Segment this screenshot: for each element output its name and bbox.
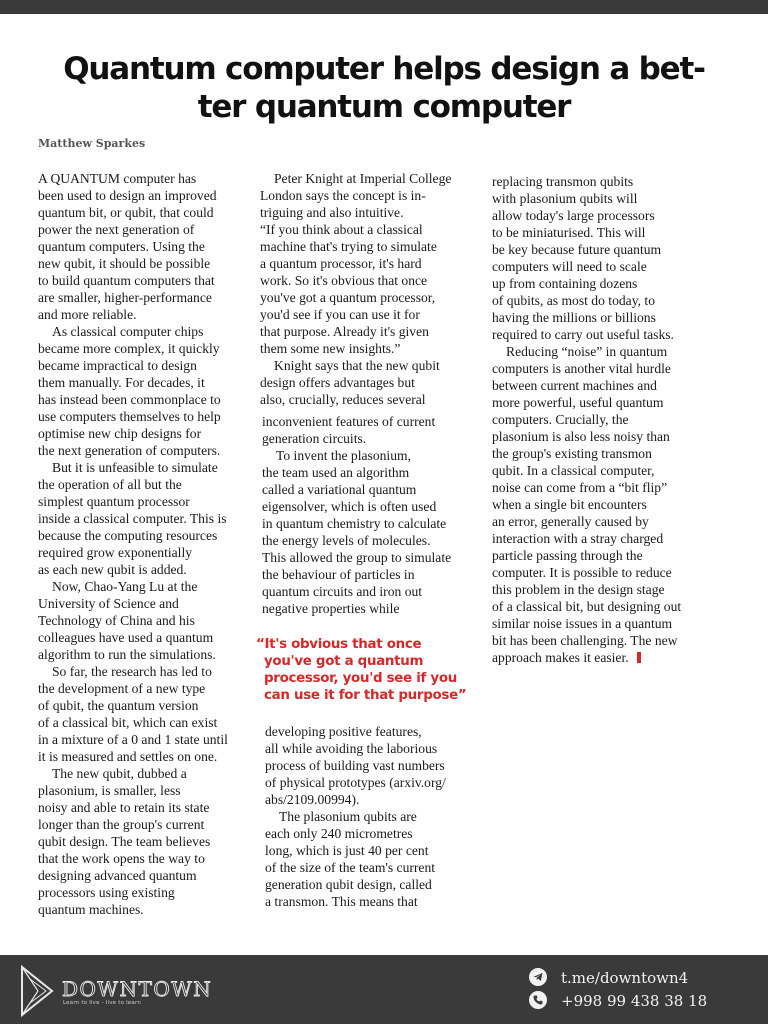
text-line: longer than the group's current <box>38 817 205 832</box>
text-line: the next generation of computers. <box>38 443 221 458</box>
text-line: similar noise issues in a quantum <box>492 616 673 631</box>
text-line: called a variational quantum <box>262 482 417 497</box>
text-line: to build quantum computers that <box>38 273 215 288</box>
text-line: triguing and also intuitive. <box>260 205 404 220</box>
text-line: colleagues have used a quantum <box>38 630 214 645</box>
text-line: processors using existing <box>38 885 175 900</box>
text-line: So far, the research has led to <box>52 664 212 679</box>
author-byline: Matthew Sparkes <box>38 137 146 150</box>
text-line: A QUANTUM computer has <box>38 171 197 186</box>
text-line: with plasonium qubits will <box>492 191 638 206</box>
text-line: because the computing resources <box>38 528 218 543</box>
text-line: bit has been challenging. The new <box>492 633 678 648</box>
text-line: that purpose. Already it's given <box>260 324 429 339</box>
text-line: computers is another vital hurdle <box>492 361 671 376</box>
brand-tagline: Learn to live - live to learn <box>63 1000 142 1006</box>
text-line: the operation of all but the <box>38 477 182 492</box>
text-line: it is measured and settles on one. <box>38 749 218 764</box>
text-line: generation qubit design, called <box>265 877 432 892</box>
text-line: of qubits, as most do today, to <box>492 293 655 308</box>
text-line: quantum machines. <box>38 902 144 917</box>
pull-quote <box>256 636 466 704</box>
text-line: plasonium is also less noisy than <box>492 429 670 444</box>
text-line: University of Science and <box>38 596 179 611</box>
text-line: you'd see if you can use it for <box>260 307 420 322</box>
text-line: use computers themselves to help <box>38 409 221 424</box>
text-line: a transmon. This means that <box>265 894 418 909</box>
text-line: Now, Chao-Yang Lu at the <box>52 579 198 594</box>
text-line: became more complex, it quickly <box>38 341 220 356</box>
text-line: designing advanced quantum <box>38 868 197 883</box>
telegram-link[interactable]: t.me/downtown4 <box>561 969 689 987</box>
downtown-logo-icon <box>18 963 58 1019</box>
text-line: abs/2109.00994). <box>265 792 360 807</box>
text-line: and more reliable. <box>38 307 137 322</box>
text-line: you've got a quantum <box>264 654 424 669</box>
text-line: Knight says that the new qubit <box>274 358 440 373</box>
text-line: them manually. For decades, it <box>38 375 205 390</box>
text-line: power the next generation of <box>38 222 195 237</box>
text-line: quantum circuits and iron out <box>262 584 423 599</box>
text-line: qubit design. The team believes <box>38 834 211 849</box>
text-line: each only 240 micrometres <box>265 826 413 841</box>
text-line: approach makes it easier. <box>492 649 681 666</box>
text-line: simplest quantum processor <box>38 494 190 509</box>
text-line: The plasonium qubits are <box>279 809 417 824</box>
column-1 <box>38 170 228 918</box>
text-line: But it is unfeasible to simulate <box>52 460 218 475</box>
text-line: processor, you'd see if you <box>264 671 457 686</box>
column-3 <box>492 173 681 666</box>
column-2-middle <box>262 413 451 617</box>
text-line: eigensolver, which is often used <box>262 499 437 514</box>
text-line: in quantum chemistry to calculate <box>262 516 447 531</box>
text-line: The new qubit, dubbed a <box>52 766 187 781</box>
text-line: As classical computer chips <box>52 324 204 339</box>
text-line: the team used an algorithm <box>262 465 410 480</box>
text-line: “It's obvious that once <box>256 637 422 652</box>
text-line: all while avoiding the laborious <box>265 741 438 756</box>
text-line: when a single bit encounters <box>492 497 647 512</box>
text-line: design offers advantages but <box>260 375 415 390</box>
text-line: a quantum processor, it's hard <box>260 256 422 271</box>
brand-name: DOWNTOWN <box>62 977 213 1001</box>
title-line-2: ter quantum computer <box>197 89 571 125</box>
text-line: between current machines and <box>492 378 657 393</box>
text-line: as each new qubit is added. <box>38 562 187 577</box>
text-line: new qubit, it should be possible <box>38 256 211 271</box>
text-line: developing positive features, <box>265 724 422 739</box>
text-line: having the millions or billions <box>492 310 656 325</box>
text-line: required grow exponentially <box>38 545 193 560</box>
text-line: This allowed the group to simulate <box>262 550 452 565</box>
text-line: optimise new chip designs for <box>38 426 202 441</box>
phone-number[interactable]: +998 99 438 38 18 <box>561 992 708 1010</box>
text-line: of the size of the team's current <box>265 860 436 875</box>
text-line: up from containing dozens <box>492 276 638 291</box>
text-line: particle passing through the <box>492 548 643 563</box>
text-line: of qubit, the quantum version <box>38 698 199 713</box>
text-line: inconvenient features of current <box>262 414 436 429</box>
text-line: quantum bit, or qubit, that could <box>38 205 214 220</box>
text-line: replacing transmon qubits <box>492 174 634 189</box>
telegram-icon <box>529 968 547 986</box>
telegram-contact[interactable] <box>529 968 688 987</box>
text-line: to be miniaturised. This will <box>492 225 646 240</box>
phone-contact[interactable] <box>529 991 707 1010</box>
text-line: in a mixture of a 0 and 1 state until <box>38 732 228 747</box>
text-line: Reducing “noise” in quantum <box>506 344 668 359</box>
text-line: allow today's large processors <box>492 208 655 223</box>
text-line: qubit. In a classical computer, <box>492 463 655 478</box>
text-line: has instead been commonplace to <box>38 392 221 407</box>
text-line: long, which is just 40 per cent <box>265 843 429 858</box>
title-line-1: Quantum computer helps design a bet- <box>63 51 705 87</box>
text-line: the development of a new type <box>38 681 206 696</box>
phone-icon <box>529 991 547 1009</box>
text-line: Peter Knight at Imperial College <box>274 171 452 186</box>
text-line: also, crucially, reduces several <box>260 392 426 407</box>
text-line: machine that's trying to simulate <box>260 239 437 254</box>
footer-bar <box>0 955 768 1024</box>
text-line: work. So it's obvious that once <box>260 273 428 288</box>
text-line: To invent the plasonium, <box>276 448 411 463</box>
text-line: been used to design an improved <box>38 188 217 203</box>
text-line: can use it for that purpose” <box>264 688 467 703</box>
text-line: London says the concept is in- <box>260 188 426 203</box>
end-mark-icon <box>637 652 641 663</box>
column-2-top <box>260 170 451 408</box>
text-line: that the work opens the way to <box>38 851 205 866</box>
text-line: plasonium, is smaller, less <box>38 783 181 798</box>
text-line: became impractical to design <box>38 358 197 373</box>
text-line: required to carry out useful tasks. <box>492 327 674 342</box>
article-title <box>30 50 738 126</box>
text-line: are smaller, higher-performance <box>38 290 212 305</box>
text-line: of a classical bit, but designing out <box>492 599 682 614</box>
text-line: you've got a quantum processor, <box>260 290 436 305</box>
text-line: an error, generally caused by <box>492 514 649 529</box>
text-line: process of building vast numbers <box>265 758 445 773</box>
text-line: be key because future quantum <box>492 242 662 257</box>
text-line: computer. It is possible to reduce <box>492 565 672 580</box>
text-line: “If you think about a classical <box>260 222 423 237</box>
column-2-bottom <box>265 723 446 910</box>
text-line: quantum computers. Using the <box>38 239 205 254</box>
text-line: more powerful, useful quantum <box>492 395 664 410</box>
text-line: noisy and able to retain its state <box>38 800 210 815</box>
text-line: this problem in the design stage <box>492 582 665 597</box>
text-line: the behaviour of particles in <box>262 567 415 582</box>
text-line: noise can come from a “bit flip” <box>492 480 668 495</box>
text-line: computers will need to scale <box>492 259 647 274</box>
text-line: computers. Crucially, the <box>492 412 629 427</box>
text-line: the group's existing transmon <box>492 446 652 461</box>
text-line: of a classical bit, which can exist <box>38 715 218 730</box>
text-line: the energy levels of molecules. <box>262 533 431 548</box>
top-bar <box>0 0 768 14</box>
text-line: of physical prototypes (arxiv.org/ <box>265 775 446 790</box>
text-line: generation circuits. <box>262 431 367 446</box>
text-line: inside a classical computer. This is <box>38 511 227 526</box>
text-line: algorithm to run the simulations. <box>38 647 216 662</box>
text-line: them some new insights.” <box>260 341 401 356</box>
text-line: negative properties while <box>262 601 400 616</box>
text-line: interaction with a stray charged <box>492 531 664 546</box>
text-line: Technology of China and his <box>38 613 195 628</box>
